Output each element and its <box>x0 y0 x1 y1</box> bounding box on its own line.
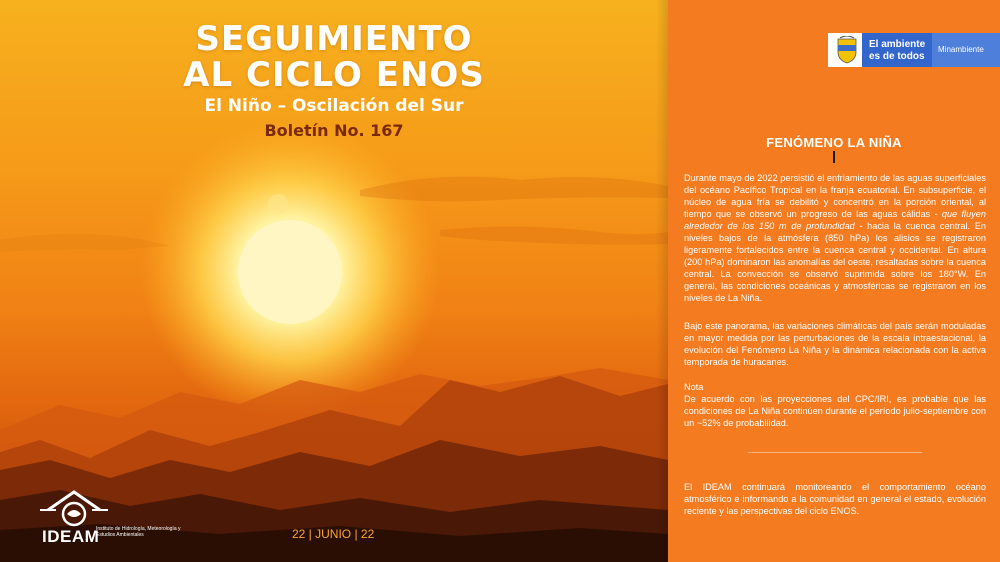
bulletin-date: 22 | JUNIO | 22 <box>292 527 375 541</box>
divider <box>748 452 922 453</box>
ministry-name: Minambiente <box>938 45 984 54</box>
cover-title-line1: SEGUIMIENTO <box>195 19 473 59</box>
cover-title-line2: AL CICLO ENOS <box>183 55 485 95</box>
cover-subtitle: El Niño – Oscilación del Sur <box>204 96 464 116</box>
paragraph-summary-italic: - que fluyen alrededor de los 150 m de profundidad - <box>684 209 986 231</box>
gov-slogan-line2: es de todos <box>869 51 925 62</box>
paragraph-outlook: Bajo este panorama, las variaciones climáticas del país serán moduladas en mayor medida por las perturbaciones de la escala intraestacional, la evolución del Fenómeno La Niña y la dinámica relacionada con la activa temporada de huracanes. <box>684 321 986 367</box>
section-title-marker <box>833 151 835 163</box>
colombia-shield-icon <box>836 36 858 64</box>
gov-slogan-line1: El ambiente <box>869 39 926 50</box>
ideam-institute: Instituto de Hidrología, Meteorología y Estudios Ambientales <box>96 526 181 538</box>
note-label: Nota <box>684 382 704 392</box>
section-title: FENÓMENO LA NIÑA <box>766 135 902 150</box>
ideam-name: IDEAM <box>42 527 100 546</box>
paragraph-summary-start: Durante mayo de 2022 persistió el enfriamiento de las aguas superficiales del océano Pacífico Tropical en la franja ecuatorial. En subsuperficie, el núcleo de agua fría se debilitó y concentró en la porción oriental, al tiempo que se observó un progreso de las aguas cálidas <box>684 173 986 219</box>
bulletin-number: Boletín No. 167 <box>264 121 404 140</box>
paragraph-summary-end: hacia la cuenca central. En niveles bajos de la atmósfera (850 hPa) los alisios se registraron ligeramente fortalecidos entre la cuenca central y occidental. En altura (200 hPa) dominaron las anomalías del oeste, resaltadas sobre la cuenca central. La convección se observó suprimida sobre los 180°W. En general, las condiciones oceánicas y atmosféricas se registraron en los niveles de La Niña. <box>684 221 986 303</box>
paragraph-closing: El IDEAM continuará monitoreando el comportamiento océano atmosférico e informando a la comunidad en general el estado, evolución reciente y las perspectivas del ciclo ENOS. <box>684 482 986 516</box>
paragraph-note: De acuerdo con las proyecciones del CPC/IRI, es probable que las condiciones de La Niña continúen durante el período julio-septiembre con un ~52% de probabilidad. <box>684 394 986 428</box>
paragraph-summary <box>684 172 986 304</box>
